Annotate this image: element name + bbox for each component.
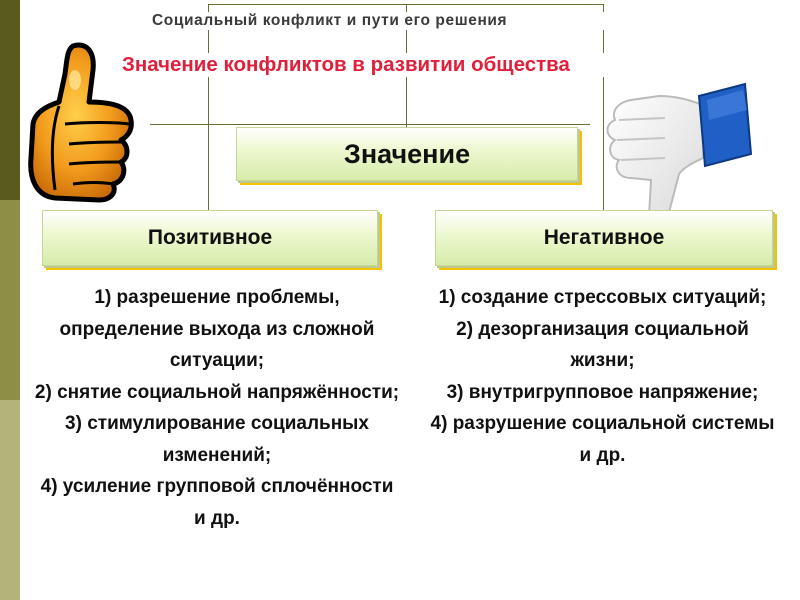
list-item: 2) снятие социальной напряжённости;: [34, 381, 400, 403]
center-label-box: [236, 127, 578, 181]
negative-list: [425, 282, 780, 471]
slide-title: Социальный конфликт и пути его решения: [148, 12, 666, 30]
positive-label: Позитивное: [147, 226, 273, 249]
positive-list: [34, 282, 400, 534]
frame-line-mid: [150, 124, 590, 125]
list-item: 2) дезорганизация социальной жизни;: [456, 318, 749, 371]
negative-label: Негативное: [543, 226, 665, 249]
list-item: 1) разрешение проблемы, определение выхода из сложной ситуации;: [59, 287, 375, 371]
list-item: 4) разрушение социальной системы и др.: [430, 413, 775, 466]
left-stripe-top: [0, 0, 20, 200]
list-item: 4) усиление групповой сплочённости и др.: [40, 476, 394, 529]
negative-label-box: [435, 210, 773, 266]
list-item: 3) внутригрупповое напряжение;: [446, 381, 759, 403]
thumbs-up-icon: [25, 40, 137, 205]
positive-label-box: [42, 210, 378, 266]
center-label: Значение: [343, 138, 471, 169]
list-item: 3) стимулирование социальных изменений;: [65, 413, 369, 466]
list-item: 1) создание стрессовых ситуаций;: [438, 287, 767, 308]
slide-subtitle: Значение конфликтов в развитии общества: [118, 53, 706, 77]
left-stripe-middle: [0, 200, 20, 400]
left-stripe-bottom: [0, 400, 20, 600]
frame-line-left: [208, 4, 209, 210]
